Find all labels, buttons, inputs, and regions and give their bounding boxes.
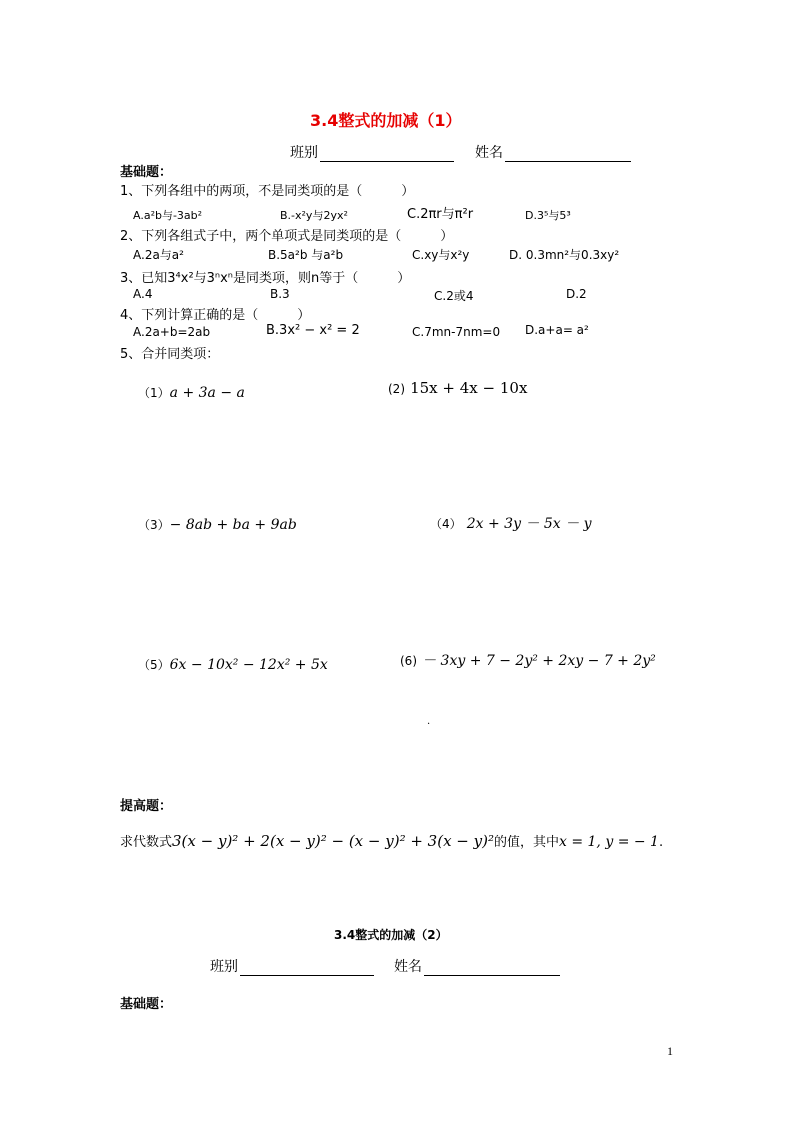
question-3-option-c: C.2或4 (434, 289, 474, 303)
q5-item-6-expr: － 3xy + 7 − 2y² + 2xy − 7 + 2y² (422, 653, 656, 669)
question-3-option-b: B.3 (270, 287, 290, 301)
q5-item-2 (388, 378, 527, 397)
advanced-section-header: 提高题： (120, 799, 173, 814)
question-2-option-b: B.5a²b 与a²b (268, 248, 344, 262)
basic-section-header-2: 基础题： (120, 997, 173, 1012)
question-3-option-d: D.2 (566, 287, 587, 301)
section-2-title: 3.4整式的加减（2） (334, 928, 448, 942)
q5-item-1-expr: a + 3a − a (169, 385, 245, 401)
page-number: 1 (667, 1044, 673, 1058)
question-2-option-a: A.2a与a² (133, 248, 184, 262)
q5-item-2-expr: 15x + 4x − 10x (410, 379, 528, 397)
question-3-stem: 3、已知3⁴x²与3ⁿxⁿ是同类项，则n等于（ ） (120, 271, 411, 286)
basic-section-header: 基础题： (120, 165, 173, 180)
q5-item-2-label: (2) (388, 382, 405, 396)
question-4-option-b: B.3x² − x² = 2 (266, 323, 360, 338)
name-label-2: 姓名 (394, 959, 422, 975)
q5-item-4-expr: 2x + 3y － 5x － y (466, 516, 592, 532)
advanced-suffix: . (658, 835, 664, 850)
advanced-expression: 3(x − y)² + 2(x − y)² − (x − y)² + 3(x − y)² (172, 832, 494, 850)
class-blank-2[interactable] (240, 961, 374, 976)
class-field-2 (210, 956, 374, 976)
name-blank-2[interactable] (424, 961, 560, 976)
class-field (290, 142, 454, 162)
name-field-2 (394, 956, 560, 976)
question-4-option-a: A.2a+b=2ab (133, 325, 211, 339)
question-2-option-c: C.xy与x²y (412, 248, 470, 262)
page-title: 3.4整式的加减（1） (310, 111, 462, 130)
q5-item-3-expr: − 8ab + ba + 9ab (169, 517, 297, 533)
advanced-question (120, 831, 663, 850)
advanced-prefix: 求代数式 (120, 835, 173, 850)
question-1-option-c: C.2πr与π²r (407, 207, 474, 222)
q5-item-4-label: （4） (430, 517, 462, 531)
question-3-option-a: A.4 (133, 287, 153, 301)
advanced-condition: x = 1, y = − 1 (559, 834, 659, 850)
q5-item-5-expr: 6x − 10x² − 12x² + 5x (169, 657, 328, 673)
name-blank[interactable] (505, 147, 631, 162)
stray-dot: . (427, 716, 431, 727)
question-2-option-d: D. 0.3mn²与0.3xy² (509, 248, 620, 262)
question-4-option-d: D.a+a= a² (525, 323, 589, 337)
q5-item-6 (400, 650, 656, 670)
q5-item-3-label: （3） (138, 518, 170, 532)
question-1-option-b: B.-x²y与2yx² (280, 209, 348, 222)
name-field (475, 142, 631, 162)
question-1-option-a: A.a²b与-3ab² (133, 209, 203, 222)
class-label: 班别 (290, 145, 318, 161)
question-2-stem: 2、下列各组式子中，两个单项式是同类项的是（ ） (120, 229, 454, 244)
question-4-stem: 4、下列计算正确的是（ ） (120, 308, 311, 323)
question-1-stem: 1、下列各组中的两项，不是同类项的是（ ） (120, 184, 415, 199)
class-label-2: 班别 (210, 959, 238, 975)
q5-item-5 (138, 654, 328, 673)
question-4-option-c: C.7mn-7nm=0 (412, 325, 501, 339)
advanced-middle: 的值，其中 (493, 835, 559, 850)
q5-item-6-label: (6) (400, 654, 417, 668)
question-5-stem: 5、合并同类项： (120, 347, 220, 362)
q5-item-5-label: （5） (138, 658, 170, 672)
q5-item-1-label: （1） (138, 386, 170, 400)
class-blank[interactable] (320, 147, 454, 162)
question-1-option-d: D.3⁵与5³ (525, 209, 571, 222)
q5-item-3 (138, 514, 297, 533)
name-label: 姓名 (475, 145, 503, 161)
q5-item-4 (430, 513, 592, 533)
q5-item-1 (138, 382, 245, 401)
